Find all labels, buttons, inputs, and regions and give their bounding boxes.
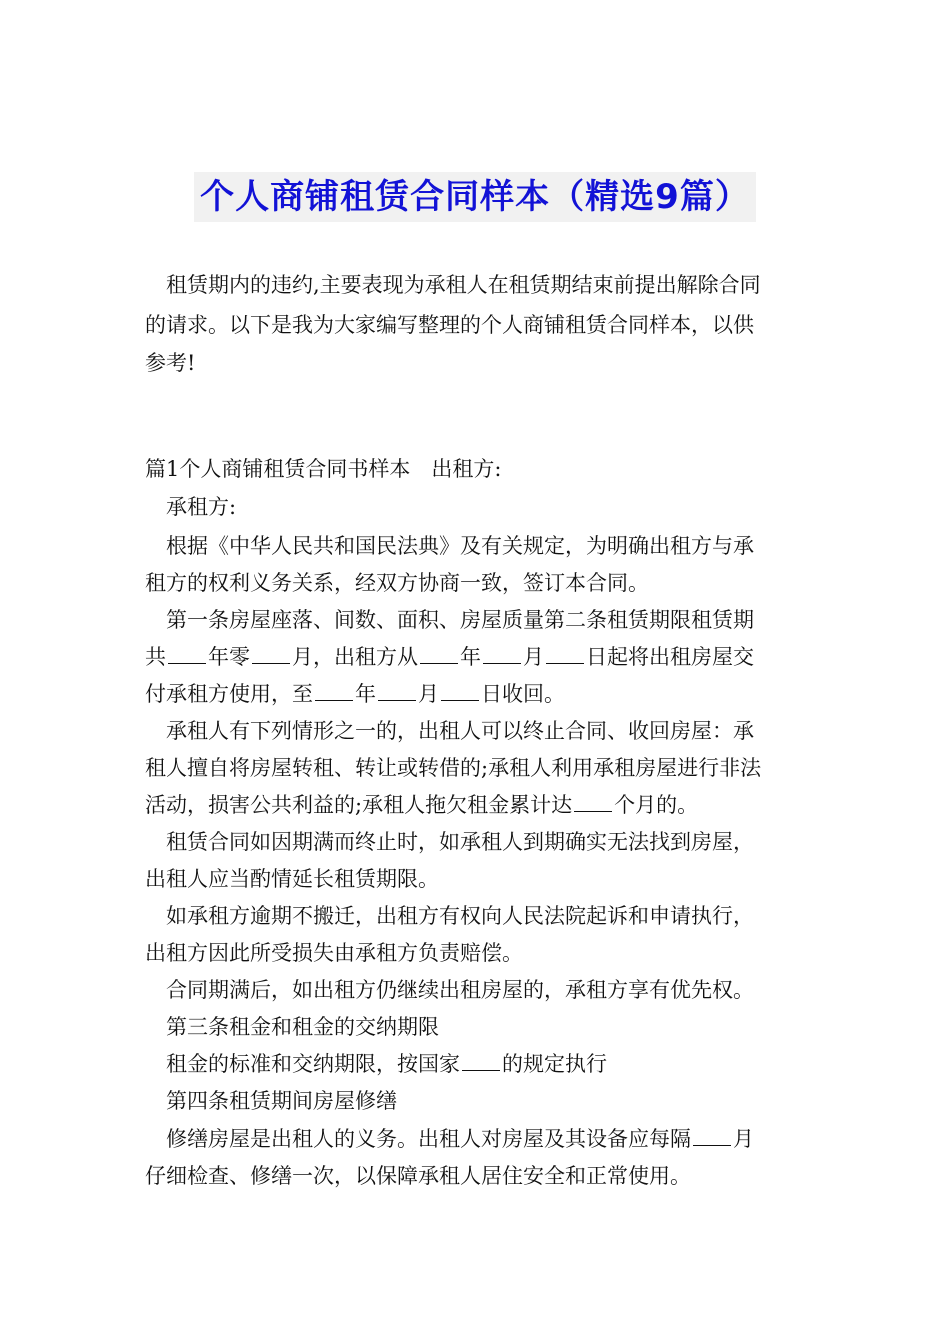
expiry-line-2: 出租人应当酌情延长租赁期限。 <box>145 867 439 891</box>
fill-blank <box>462 1053 500 1071</box>
repair-line-2: 仔细检查、修缮一次，以保障承租人居住安全和正常使用。 <box>145 1164 691 1188</box>
fill-blank <box>693 1128 731 1146</box>
text-segment: 日起将出租房屋交 <box>586 645 754 669</box>
text-segment: 日收回。 <box>481 682 565 706</box>
term-line-3 <box>145 680 825 708</box>
intro-line-1: 租赁期内的违约,主要表现为承租人在租赁期结束前提出解除合同 <box>166 273 761 297</box>
fill-blank <box>420 646 458 664</box>
text-segment: 的规定执行 <box>502 1052 607 1076</box>
expiry-line-1: 租赁合同如因期满而终止时，如承租人到期确实无法找到房屋， <box>166 830 754 854</box>
text-segment: 个月的。 <box>614 793 699 817</box>
fill-blank <box>574 794 612 812</box>
fill-blank <box>441 683 479 701</box>
text-segment: 修缮房屋是出租人的义务。出租人对房屋及其设备应每隔 <box>166 1127 691 1151</box>
termination-line-1: 承租人有下列情形之一的，出租人可以终止合同、收回房屋：承 <box>166 719 754 743</box>
text-segment: 租金的标准和交纳期限，按国家 <box>166 1052 460 1076</box>
text-segment: 年 <box>355 682 376 706</box>
overdue-line-1: 如承租方逾期不搬迁，出租方有权向人民法院起诉和申请执行， <box>166 904 754 928</box>
fill-blank <box>483 646 521 664</box>
text-segment: 月 <box>733 1127 754 1151</box>
text-segment: 月 <box>523 645 544 669</box>
basis-line-1: 根据《中华人民共和国民法典》及有关规定，为明确出租方与承 <box>166 534 754 558</box>
termination-line-2: 租人擅自将房屋转租、转让或转借的;承租人利用承租房屋进行非法 <box>145 756 762 780</box>
repair-line-1 <box>166 1125 846 1153</box>
basis-line-2: 租方的权利义务关系，经双方协商一致，签订本合同。 <box>145 571 649 595</box>
text-segment: 活动，损害公共利益的;承租人拖欠租金累计达 <box>145 793 573 817</box>
text-segment: 付承租方使用，至 <box>145 682 313 706</box>
intro-line-3: 参考! <box>145 351 196 375</box>
termination-line-3 <box>145 791 825 819</box>
fill-blank <box>378 683 416 701</box>
article-3-heading: 第三条租金和租金的交纳期限 <box>166 1015 439 1039</box>
lessee-label: 承租方: <box>166 495 237 519</box>
text-segment: 月，出租方从 <box>292 645 418 669</box>
title-block <box>0 172 950 222</box>
text-segment: 年 <box>460 645 481 669</box>
text-segment: 年零 <box>208 645 250 669</box>
term-line-1: 第一条房屋座落、间数、面积、房屋质量第二条租赁期限租赁期 <box>166 608 754 632</box>
term-line-2 <box>145 643 825 671</box>
document-title: 个人商铺租赁合同样本（精选9篇） <box>194 172 756 222</box>
fill-blank <box>252 646 290 664</box>
rent-line <box>166 1050 846 1078</box>
text-segment: 共 <box>145 645 166 669</box>
overdue-line-2: 出租方因此所受损失由承租方负责赔偿。 <box>145 941 523 965</box>
intro-line-2: 的请求。以下是我为大家编写整理的个人商铺租赁合同样本，以供 <box>145 313 754 337</box>
fill-blank <box>546 646 584 664</box>
fill-blank <box>315 683 353 701</box>
priority-line: 合同期满后，如出租方仍继续出租房屋的，承租方享有优先权。 <box>166 978 754 1002</box>
text-segment: 月 <box>418 682 439 706</box>
fill-blank <box>168 646 206 664</box>
section-heading: 篇1个人商铺租赁合同书样本 出租方: <box>145 457 502 481</box>
article-4-heading: 第四条租赁期间房屋修缮 <box>166 1089 397 1113</box>
